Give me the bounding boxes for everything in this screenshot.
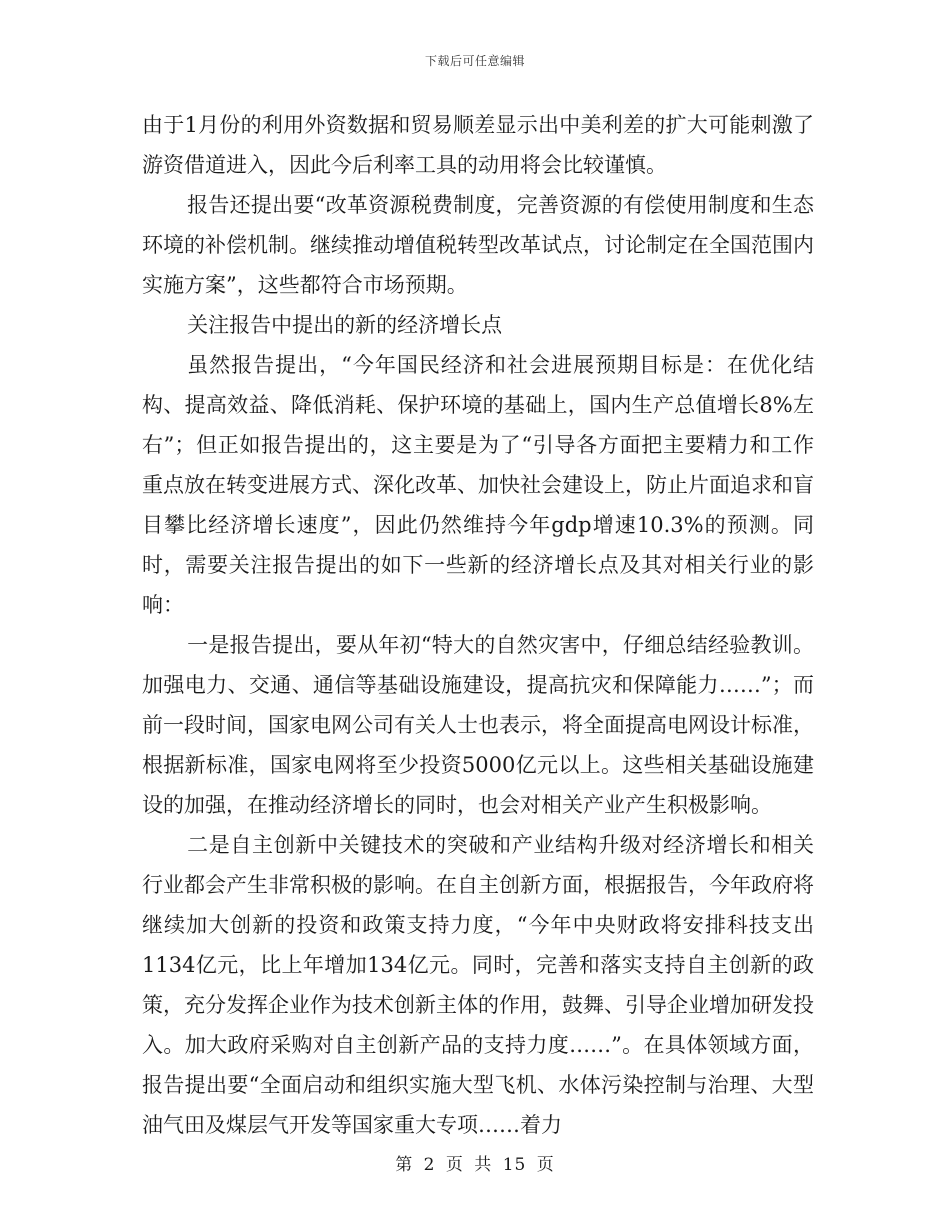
page-header: 下载后可任意编辑 [424,54,525,68]
section-heading: 关注报告中提出的新的经济增长点 [187,313,503,337]
paragraph-resource-tax: 报告还提出要“改革资源税费制度，完善资源的有偿使用制度和生态环境的补偿机制。继续推动增值税转型改革试点，讨论制定在全国范围内实施方案”，这些都符合市场预期。 [142,193,814,297]
paragraph-infrastructure: 一是报告提出，要从年初“特大的自然灾害中，仔细总结经验教训。加强电力、交通、通信等基础设施建设，提高抗灾和保障能力……”；而前一段时间，国家电网公司有关人士也表示，将全面提高电网设计标准，根据新标准，国家电网将至少投资5000亿元以上。这些相关基础设施建设的加强，在推动经济增长的同时，也会对相关产业产生积极影响。 [142,633,814,817]
paragraph-continuation: 由于1月份的利用外资数据和贸易顺差显示出中美利差的扩大可能刺激了游资借道进入，因此今后利率工具的动用将会比较谨慎。 [142,113,814,177]
document-body [142,105,814,1145]
paragraph-growth-target: 虽然报告提出，“今年国民经济和社会进展预期目标是：在优化结构、提高效益、降低消耗、保护环境的基础上，国内生产总值增长8%左右”；但正如报告提出的，这主要是为了“引导各方面把主要精力和工作重点放在转变进展方式、深化改革、加快社会建设上，防止片面追求和盲目攀比经济增长速度”，因此仍然维持今年gdp增速10.3%的预测。同时，需要关注报告提出的如下一些新的经济增长点及其对相关行业的影响： [142,353,814,617]
page-number-footer: 第 2 页 共 15 页 [395,1155,555,1175]
paragraph-innovation: 二是自主创新中关键技术的突破和产业结构升级对经济增长和相关行业都会产生非常积极的影响。在自主创新方面，根据报告，今年政府将继续加大创新的投资和政策支持力度，“今年中央财政将安排科技支出1134亿元，比上年增加134亿元。同时，完善和落实支持自主创新的政策，充分发挥企业作为技术创新主体的作用，鼓舞、引导企业增加研发投入。加大政府采购对自主创新产品的支持力度……”。在具体领域方面，报告提出要“全面启动和组织实施大型飞机、水体污染控制与治理、大型油气田及煤层气开发等国家重大专项……着力 [142,833,814,1137]
